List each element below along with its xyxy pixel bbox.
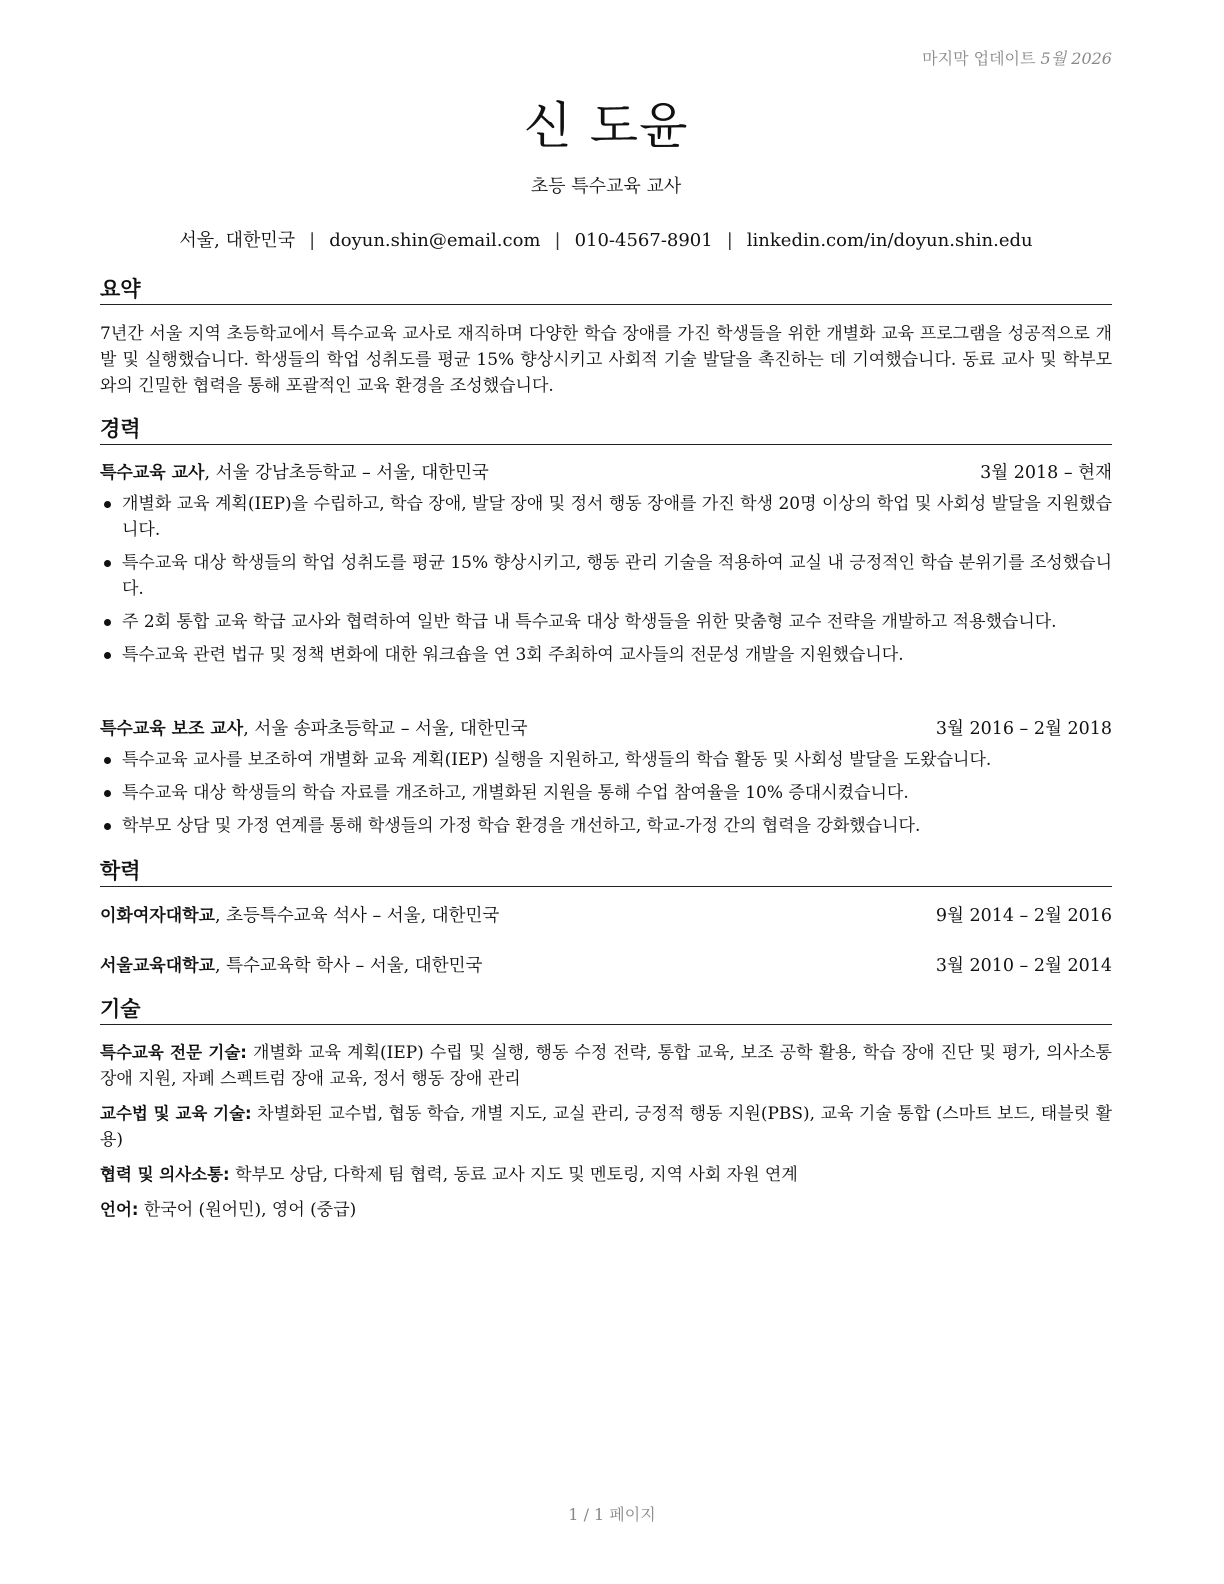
job-bullet: 주 2회 통합 교육 학급 교사와 협력하여 일반 학급 내 특수교육 대상 학생들을 위한 맞춤형 교수 전략을 개발하고 적용했습니다. [100, 609, 1112, 635]
education-entry [100, 903, 1112, 929]
skill-text: 한국어 (원어민), 영어 (중급) [138, 1200, 357, 1220]
page-number: 1 / 1 페이지 [568, 1505, 656, 1524]
school-name: 이화여자대학교 [100, 906, 215, 926]
job-bullet-list [100, 747, 1112, 846]
last-updated-date: 5월 2026 [1040, 49, 1112, 68]
contact-separator: | [554, 230, 561, 251]
job-entry-header [100, 460, 1112, 486]
last-updated [922, 46, 1112, 69]
resume-page [100, 0, 1112, 1584]
contact-location: 서울, 대한민국 [179, 230, 296, 251]
section-heading-summary: 요약 [100, 276, 1112, 305]
skill-label: 협력 및 의사소통: [100, 1165, 230, 1184]
job-bullet: 특수교육 관련 법규 및 정책 변화에 대한 워크숍을 연 3회 주최하여 교사들의 전문성 개발을 지원했습니다. [100, 642, 1112, 668]
skill-label: 교수법 및 교육 기술: [100, 1104, 252, 1123]
skill-text: 차별화된 교수법, 협동 학습, 개별 지도, 교실 관리, 긍정적 행동 지원(PBS), 교육 기술 통합 (스마트 보드, 태블릿 활용) [100, 1104, 1112, 1150]
skill-item [100, 1101, 1112, 1153]
skill-label: 특수교육 전문 기술: [100, 1043, 247, 1062]
candidate-role: 초등 특수교육 교사 [530, 176, 682, 197]
job-title: 특수교육 교사 [100, 463, 205, 483]
contact-separator: | [726, 230, 733, 251]
job-details: , 서울 송파초등학교 – 서울, 대한민국 [243, 719, 528, 739]
education-dates: 3월 2010 – 2월 2014 [935, 956, 1112, 976]
skill-text: 학부모 상담, 다학제 팀 협력, 동료 교사 지도 및 멘토링, 지역 사회 자원 연계 [229, 1165, 798, 1185]
job-bullet: 특수교육 대상 학생들의 학습 자료를 개조하고, 개별화된 지원을 통해 수업 참여율을 10% 증대시켰습니다. [100, 780, 1112, 806]
skill-label: 언어: [100, 1200, 139, 1219]
job-dates: 3월 2018 – 현재 [980, 463, 1112, 483]
job-bullet: 학부모 상담 및 가정 연계를 통해 학생들의 가정 학습 환경을 개선하고, 학교-가정 간의 협력을 강화했습니다. [100, 813, 1112, 839]
contact-phone: 010-4567-8901 [574, 230, 713, 251]
section-heading-education: 학력 [100, 858, 1112, 887]
job-bullet-list [100, 491, 1112, 675]
contact-line [100, 226, 1112, 252]
summary-text: 7년간 서울 지역 초등학교에서 특수교육 교사로 재직하며 다양한 학습 장애를 가진 학생들을 위한 개별화 교육 프로그램을 성공적으로 개발 및 실행했습니다. 학생들의 학업 성취도를 평균 15% 향상시키고 사회적 기술 발달을 촉진하는 데 기여했습니다. 동료 교사 및 학부모와의 긴밀한 협력을 통해 포괄적인 교육 환경을 조성했습니다. [100, 324, 1112, 396]
candidate-name: 신 도윤 [523, 97, 689, 155]
section-heading-experience: 경력 [100, 416, 1112, 445]
education-entry [100, 953, 1112, 979]
skill-item [100, 1197, 1112, 1223]
skill-item [100, 1162, 1112, 1188]
job-dates: 3월 2016 – 2월 2018 [935, 719, 1112, 739]
degree-details: , 특수교육학 학사 – 서울, 대한민국 [214, 956, 483, 976]
last-updated-label: 마지막 업데이트 [922, 49, 1036, 68]
contact-email[interactable]: doyun.shin@email.com [329, 230, 541, 251]
job-details: , 서울 강남초등학교 – 서울, 대한민국 [204, 463, 489, 483]
contact-separator: | [309, 230, 316, 251]
job-bullet: 특수교육 교사를 보조하여 개별화 교육 계획(IEP) 실행을 지원하고, 학생들의 학습 활동 및 사회성 발달을 도왔습니다. [100, 747, 1112, 773]
job-bullet: 개별화 교육 계획(IEP)을 수립하고, 학습 장애, 발달 장애 및 정서 행동 장애를 가진 학생 20명 이상의 학업 및 사회성 발달을 지원했습니다. [100, 491, 1112, 543]
job-bullet: 특수교육 대상 학생들의 학업 성취도를 평균 15% 향상시키고, 행동 관리 기술을 적용하여 교실 내 긍정적인 학습 분위기를 조성했습니다. [100, 550, 1112, 602]
degree-details: , 초등특수교육 석사 – 서울, 대한민국 [214, 906, 500, 926]
job-entry-header [100, 716, 1112, 742]
job-title: 특수교육 보조 교사 [100, 719, 244, 739]
section-heading-skills: 기술 [100, 996, 1112, 1025]
education-dates: 9월 2014 – 2월 2016 [935, 906, 1112, 926]
skill-item [100, 1040, 1112, 1092]
school-name: 서울교육대학교 [100, 956, 215, 976]
skill-text: 개별화 교육 계획(IEP) 수립 및 실행, 행동 수정 전략, 통합 교육, 보조 공학 활용, 학습 장애 진단 및 평가, 의사소통 장애 지원, 자폐 스펙트럼 장애 교육, 정서 행동 장애 관리 [100, 1043, 1112, 1089]
contact-linkedin[interactable]: linkedin.com/in/doyun.shin.edu [746, 230, 1033, 251]
